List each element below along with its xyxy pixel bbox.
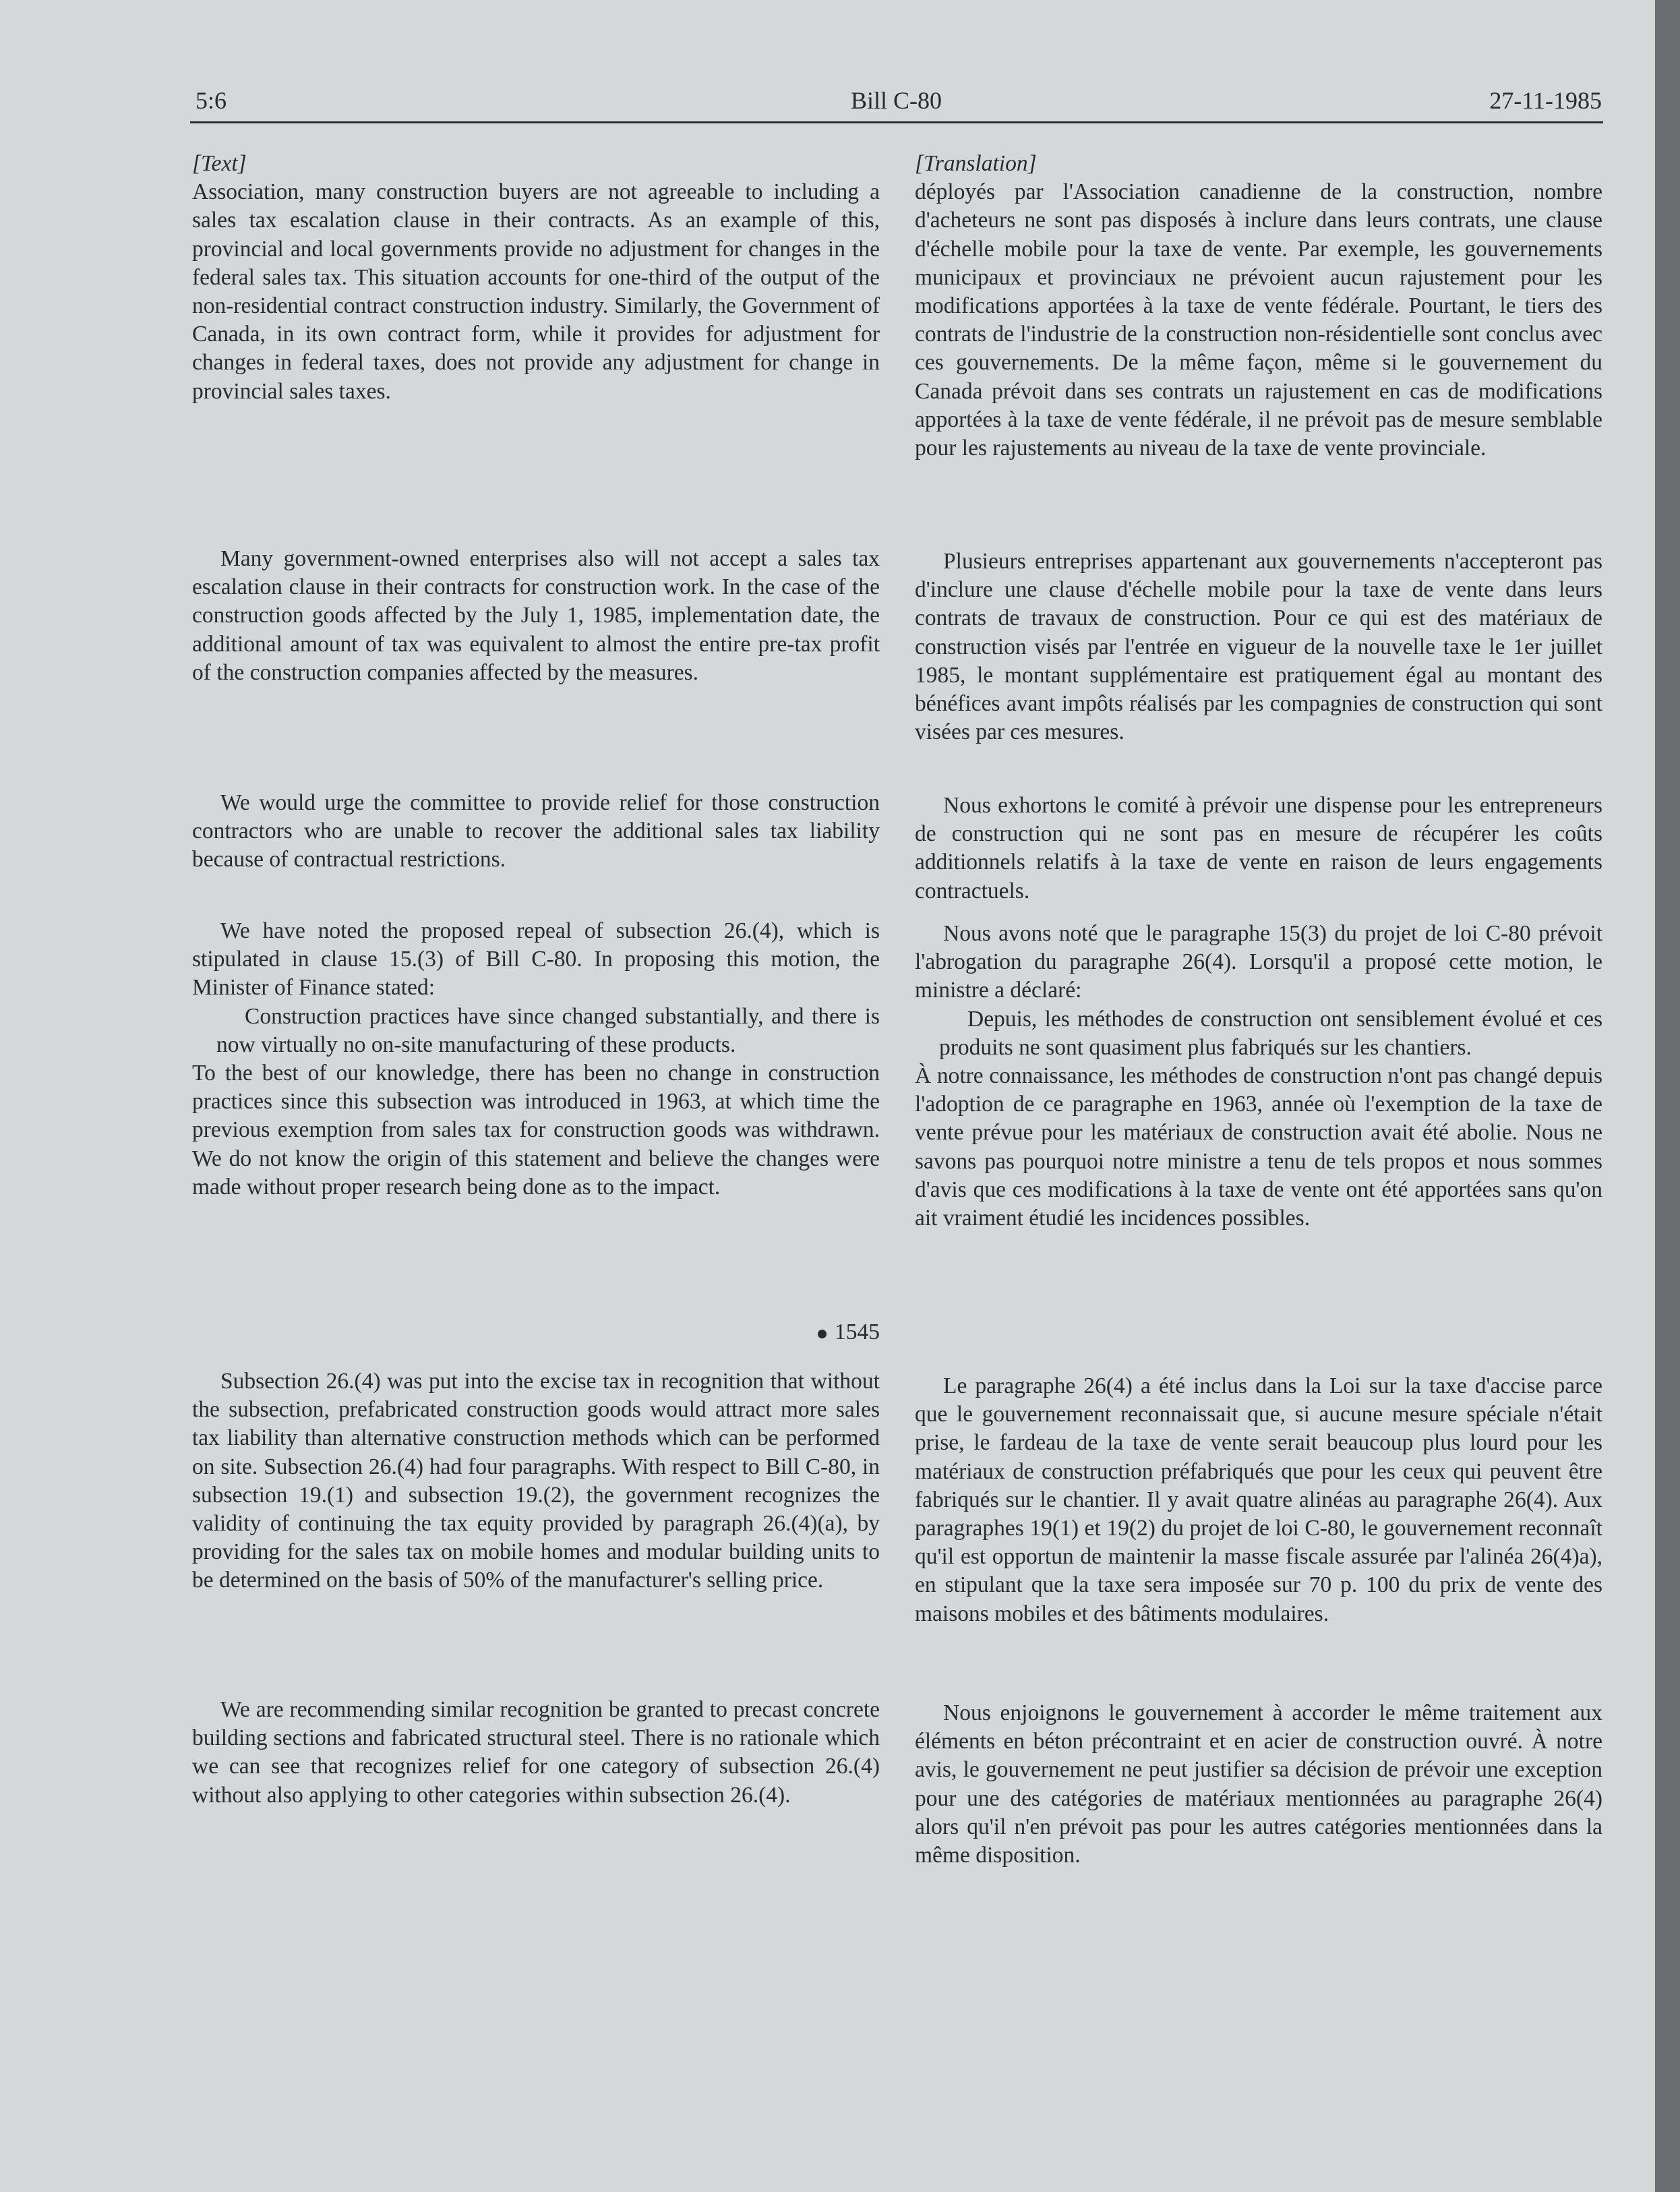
- english-paragraph-2: Many government-owned enterprises also will not accept a sales tax escalation clause in their contracts for construction work. In the case of the construction goods affected by the July 1, 1985, implementation date, the additional amount of tax was equivalent to almost the entire pre-tax profit of the construction companies affected by the measures.: [192, 546, 880, 685]
- english-paragraph-4: We have noted the proposed repeal of subsection 26.(4), which is stipulated in clause 15.(3) of Bill C-80. In proposing this motion, the Minister of Finance stated:: [192, 918, 880, 1001]
- english-paragraph-6: Subsection 26.(4) was put into the excise tax in recognition that without the subsection, prefabricated construction goods would attract more sales tax liability than alternative construction methods which can be performed on site. Subsection 26.(4) had four paragraphs. With respect to Bill C-80, in subsection 19.(1) and subsection 19.(2), the government recognizes the validity of continuing the tax equity provided by paragraph 26.(4)(a), by providing for the sales tax on mobile homes and modular building units to be determined on the basis of 50% of the manufacturer's selling price.: [192, 1369, 880, 1593]
- bullet-icon: [818, 1330, 827, 1338]
- french-paragraph-2: Plusieurs entreprises appartenant aux gouvernements n'accepteront pas d'inclure une clause d'échelle mobile pour la taxe de vente dans leurs contrats de travaux de construction. Pour ce qui est des matériaux de construction visés par l'entrée en vigueur de la nouvelle taxe le 1er juillet 1985, le montant supplémentaire est pratiquement égal au montant des bénéfices avant impôts réalisés par les compagnies de construction qui sont visées par ces mesures.: [915, 549, 1602, 745]
- page-edge: [1655, 0, 1680, 2192]
- english-heading: [Text]: [192, 151, 247, 176]
- english-paragraph-5: To the best of our knowledge, there has been no change in construction practices since this subsection was introduced in 1963, at which time the previous exemption from sales tax for construction goods was withdrawn. We do not know the origin of this statement and believe the changes were made without proper research being done as to the impact.: [192, 1061, 880, 1199]
- time-marker: [192, 1318, 880, 1346]
- bill-title: Bill C-80: [851, 87, 942, 114]
- english-quote: Construction practices have since changed substantially, and there is now virtually no on-site manufacturing of these products.: [216, 1003, 880, 1057]
- english-paragraph-1: Association, many construction buyers are not agreeable to including a sales tax escalation clause in their contracts. As an example of this, provincial and local governments provide no adjustment for changes in the federal sales tax. This situation accounts for one-third of the output of the non-residential contract construction industry. Similarly, the Government of Canada, in its own contract form, while it provides for adjustment for changes in federal taxes, does not provide any adjustment for change in provincial sales taxes.: [192, 179, 880, 404]
- french-paragraph-5: À notre connaissance, les méthodes de construction n'ont pas changé depuis l'adoption de ce paragraphe en 1963, année où l'exemption de la taxe de vente prévue pour les matériaux de construction avait été abolie. Nous ne savons pas pourquoi notre ministre a tenu de tels propos et nous sommes d'avis que ces modifications à la taxe de vente ont été apportées sans qu'on ait vraiment étudié les incidences possibles.: [915, 1063, 1602, 1231]
- french-paragraph-1: déployés par l'Association canadienne de la construction, nombre d'acheteurs ne sont pas disposés à inclure dans leurs contrats, une clause d'échelle mobile pour la taxe de vente. Par exemple, les gouvernements municipaux et provinciaux ne prévoient aucun rajustement pour les modifications apportées à la taxe de vente fédérale. Pourtant, le tiers des contrats de l'industrie de la construction non-résidentielle sont conclus avec ces gouvernements. De la même façon, même si le gouvernement du Canada prévoit dans ses contrats un rajustement en cas de modifications apportées à la taxe de vente fédérale, il ne prévoit pas de mesure semblable pour les rajustements au niveau de la taxe de vente provinciale.: [915, 179, 1602, 461]
- page-number: 5:6: [196, 87, 227, 114]
- page-header: [190, 80, 1602, 120]
- page-date: 27-11-1985: [1489, 87, 1602, 114]
- french-paragraph-3: Nous exhortons le comité à prévoir une dispense pour les entrepreneurs de construction qui ne sont pas en mesure de récupérer les coûts additionnels relatifs à la taxe de vente en raison de leurs engagements contractuels.: [915, 793, 1602, 904]
- english-paragraph-7: We are recommending similar recognition be granted to precast concrete building sections and fabricated structural steel. There is no rationale which we can see that recognizes relief for one category of subsection 26.(4) without also applying to other categories within subsection 26.(4).: [192, 1697, 880, 1808]
- english-paragraph-3: We would urge the committee to provide relief for those construction contractors who are unable to recover the additional sales tax liability because of contractual restrictions.: [192, 790, 880, 872]
- header-rule: [190, 121, 1603, 123]
- french-paragraph-4: Nous avons noté que le paragraphe 15(3) du projet de loi C-80 prévoit l'abrogation du paragraphe 26(4). Lorsqu'il a proposé cette motion, le ministre a déclaré:: [915, 921, 1602, 1003]
- french-heading: [Translation]: [915, 151, 1037, 176]
- time-marker-text: 1545: [835, 1320, 880, 1344]
- french-quote: Depuis, les méthodes de construction ont sensiblement évolué et ces produits ne sont quasiment plus fabriqués sur les chantiers.: [939, 1006, 1602, 1060]
- french-paragraph-7: Nous enjoignons le gouvernement à accorder le même traitement aux éléments en béton précontraint et en acier de construction ouvré. À notre avis, le gouvernement ne peut justifier sa décision de prévoir une exception pour une des catégories de matériaux mentionnées au paragraphe 26(4) alors qu'il n'en prévoit pas pour les autres catégories mentionnées dans la même disposition.: [915, 1700, 1602, 1868]
- french-paragraph-6: Le paragraphe 26(4) a été inclus dans la Loi sur la taxe d'accise parce que le gouvernement reconnaissait que, si aucune mesure spéciale n'était prise, le fardeau de la taxe de vente serait beaucoup plus lourd pour les matériaux de construction préfabriqués que pour les ceux qui peuvent être fabriqués sur le chantier. Il y avait quatre alinéas au paragraphe 26(4). Aux paragraphes 19(1) et 19(2) du projet de loi C-80, le gouvernement reconnaît qu'il est opportun de maintenir la masse fiscale assurée par l'alinéa 26(4)a), en stipulant que la taxe sera imposée sur 70 p. 100 du prix de vente des maisons mobiles et des bâtiments modulaires.: [915, 1373, 1602, 1626]
